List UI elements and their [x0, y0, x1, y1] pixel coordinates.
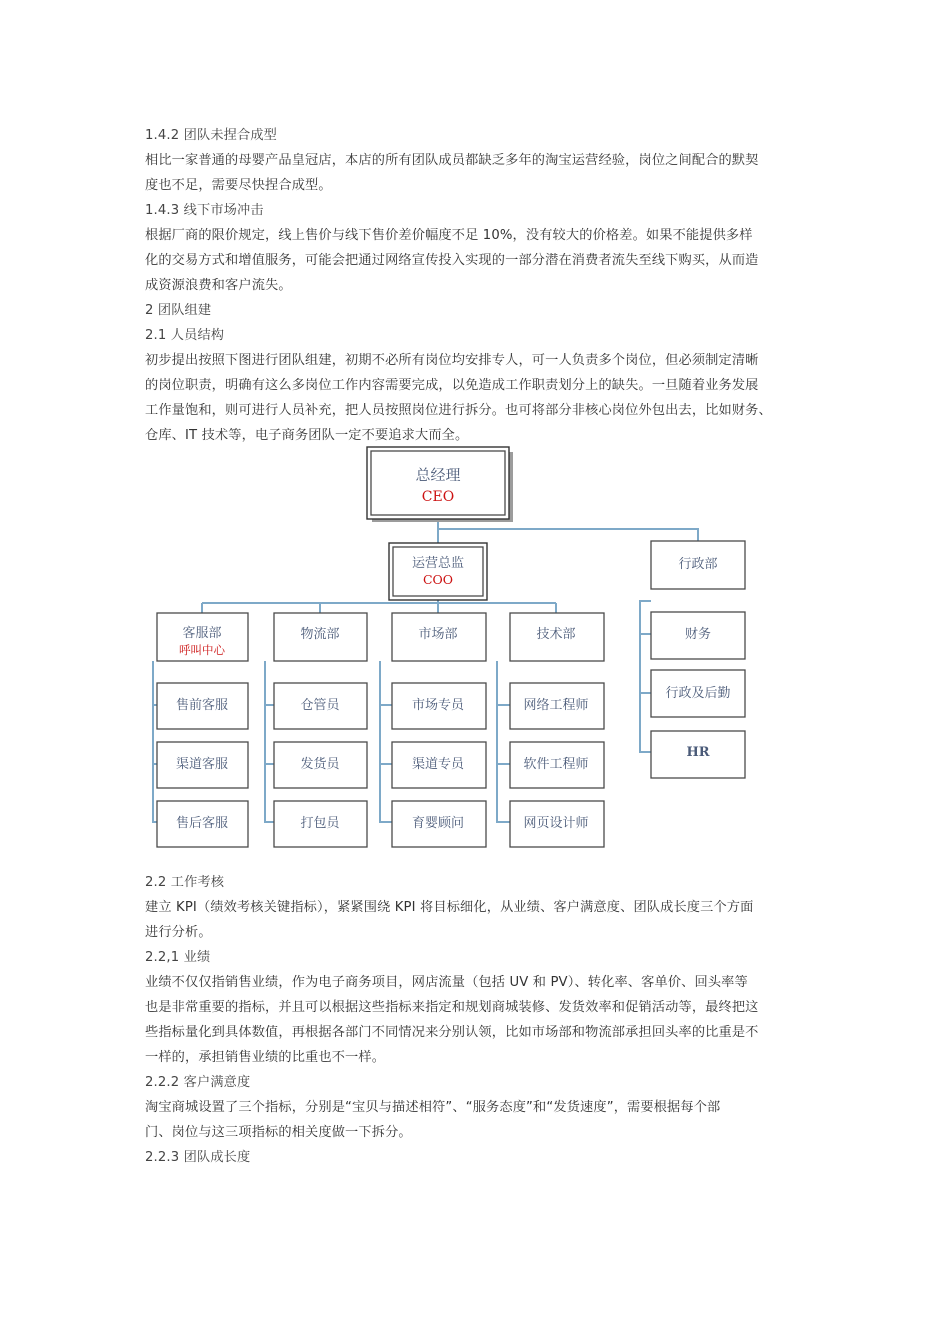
role-label: 网络工程师	[523, 698, 589, 713]
section-heading: 1.4.3 线下市场冲击	[145, 203, 264, 218]
dept-title: 技术部	[536, 627, 576, 642]
paragraph-line: 化的交易方式和增值服务，可能会把通过网络宣传投入实现的一部分潜在消费者流失至线下购买，从而造	[145, 253, 759, 268]
section-heading: 2 团队组建	[145, 303, 212, 318]
role-label: 渠道专员	[411, 757, 465, 772]
role-box	[651, 670, 745, 717]
role-box	[274, 801, 367, 847]
section-heading: 2.1 人员结构	[145, 328, 225, 343]
paragraph-line: 相比一家普通的母婴产品皇冠店，本店的所有团队成员都缺乏多年的淘宝运营经验，岗位之间配合的默契	[145, 153, 759, 168]
role-label: 打包员	[300, 816, 340, 831]
role-label: 行政及后勤	[665, 686, 731, 701]
dept-subtitle: 呼叫中心	[179, 643, 225, 657]
paragraph-line: 工作量饱和，则可进行人员补充，把人员按照岗位进行拆分。也可将部分非核心岗位外包出去，比如财务、	[145, 403, 772, 418]
paragraph-line: 进行分析。	[145, 925, 212, 940]
ceo-box	[367, 447, 513, 522]
dept-logistics	[274, 613, 367, 661]
paragraph-line: 初步提出按照下图进行团队组建，初期不必所有岗位均安排专人，可一人负责多个岗位，但必须制定清晰	[145, 353, 759, 368]
role-box	[157, 683, 248, 729]
paragraph-line: 根据厂商的限价规定，线上售价与线下售价差价幅度不足 10%，没有较大的价格差。如果不能提供多样	[145, 228, 753, 243]
role-label: 育婴顾问	[411, 816, 465, 831]
admin-dept-title: 行政部	[678, 557, 718, 572]
dept-title: 客服部	[182, 626, 222, 641]
coo-title: 运营总监	[411, 556, 465, 571]
ceo-subtitle: CEO	[421, 489, 455, 505]
dept-title: 市场部	[418, 627, 458, 642]
paragraph-line: 度也不足，需要尽快捏合成型。	[145, 178, 332, 193]
role-label: 渠道客服	[175, 757, 229, 772]
role-box	[510, 801, 604, 847]
role-box	[392, 683, 486, 729]
paragraph-line: 也是非常重要的指标，并且可以根据这些指标来指定和规划商城装修、发货效率和促销活动等，最终把这	[145, 1000, 759, 1015]
role-box	[651, 612, 745, 659]
role-label: HR	[686, 745, 710, 760]
dept-customer-service	[157, 613, 248, 661]
section-heading: 2.2.3 团队成长度	[145, 1150, 251, 1165]
role-box	[157, 801, 248, 847]
section-heading: 2.2,1 业绩	[145, 950, 211, 965]
role-box	[157, 742, 248, 788]
role-box	[392, 742, 486, 788]
role-box	[392, 801, 486, 847]
role-box	[510, 683, 604, 729]
role-box	[274, 742, 367, 788]
paragraph-line: 一样的，承担销售业绩的比重也不一样。	[145, 1050, 386, 1065]
dept-title: 物流部	[300, 627, 340, 642]
ceo-title: 总经理	[415, 466, 461, 484]
paragraph-line: 淘宝商城设置了三个指标，分别是“宝贝与描述相符”、“服务态度”和“发货速度”，需要根据每个部	[145, 1100, 721, 1115]
role-label: 网页设计师	[523, 816, 589, 831]
admin-dept-box	[651, 541, 745, 589]
coo-subtitle: COO	[422, 572, 454, 587]
paragraph-line: 仓库、IT 技术等，电子商务团队一定不要追求大而全。	[145, 428, 469, 443]
dept-tech	[510, 613, 604, 661]
role-box	[274, 683, 367, 729]
paragraph-line: 业绩不仅仅指销售业绩，作为电子商务项目，网店流量（包括 UV 和 PV）、转化率、客单价、回头率等	[145, 975, 748, 990]
paragraph-line: 成资源浪费和客户流失。	[145, 278, 292, 293]
paragraph-line: 门、岗位与这三项指标的相关度做一下拆分。	[145, 1125, 412, 1140]
role-label: 市场专员	[411, 698, 465, 713]
role-label: 发货员	[300, 757, 340, 772]
role-box	[651, 731, 745, 778]
role-label: 仓管员	[300, 698, 340, 713]
section-heading: 1.4.2 团队未捏合成型	[145, 128, 278, 143]
paragraph-line: 的岗位职责，明确有这么多岗位工作内容需要完成，以免造成工作职责划分上的缺失。一旦随着业务发展	[145, 378, 759, 393]
role-box	[510, 742, 604, 788]
paragraph-line: 建立 KPI（绩效考核关键指标），紧紧围绕 KPI 将目标细化，从业绩、客户满意度、团队成长度三个方面	[145, 900, 754, 915]
role-label: 财务	[684, 627, 712, 642]
role-label: 售前客服	[175, 698, 229, 713]
role-label: 售后客服	[175, 816, 229, 831]
dept-marketing	[392, 613, 486, 661]
section-heading: 2.2.2 客户满意度	[145, 1075, 251, 1090]
section-heading: 2.2 工作考核	[145, 875, 225, 890]
paragraph-line: 些指标量化到具体数值，再根据各部门不同情况来分别认领，比如市场部和物流部承担回头率的比重是不	[145, 1025, 759, 1040]
role-label: 软件工程师	[523, 757, 589, 772]
coo-box	[389, 543, 487, 600]
